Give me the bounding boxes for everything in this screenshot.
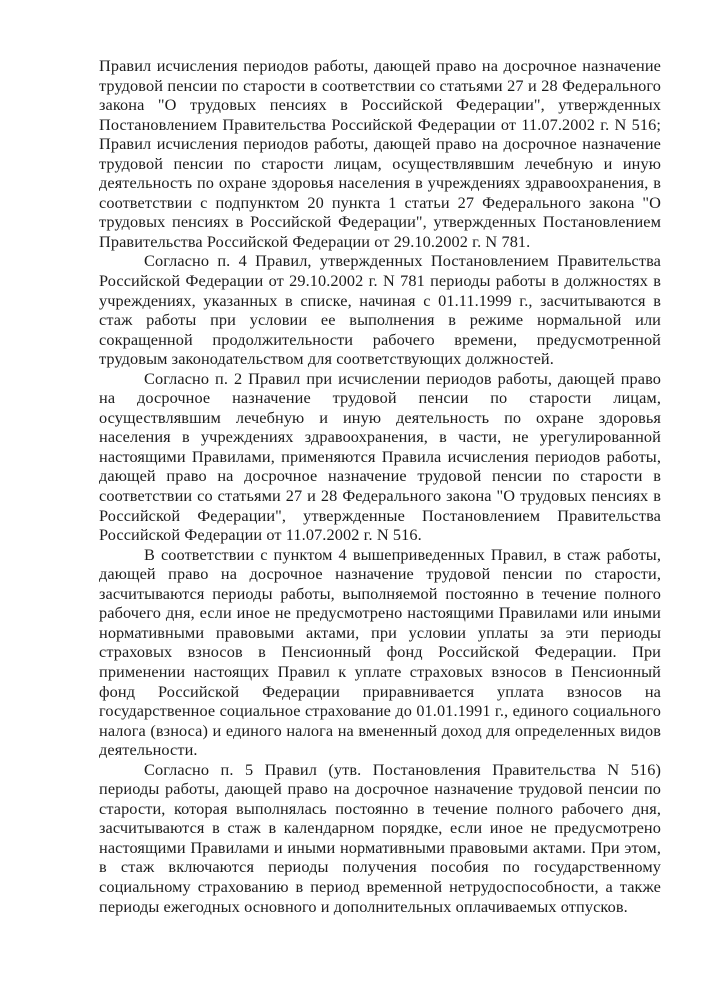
paragraph-continuation-rules-list: Правил исчисления периодов работы, дающей право на досрочное назначение трудовой пенсии по старости в соответствии со статьями 27 и 28 Федерального закона "О трудовых пенсиях в Российской Федерации", утвержденных Постановлением Правительства Российской Федерации от 11.07.2002 г. N 516; Правил исчисления периодов работы, дающей право на досрочное назначение трудовой пенсии по старости лицам, осуществлявшим лечебную и иную деятельность по охране здоровья населения в учреждениях здравоохранения, в соответствии с подпунктом 20 пункта 1 статьи 27 Федерального закона "О трудовых пенсиях в Российской Федерации", утвержденных Постановлением Правительства Российской Федерации от 29.10.2002 г. N 781.: [99, 56, 661, 251]
document-text-block: [99, 56, 661, 916]
paragraph-p2-rules: Согласно п. 2 Правил при исчислении периодов работы, дающей право на досрочное назначение трудовой пенсии по старости лицам, осуществлявшим лечебную и иную деятельность по охране здоровья населения в учреждениях здравоохранения, в части, не урегулированной настоящими Правилами, применяются Правила исчисления периодов работы, дающей право на досрочное назначение трудовой пенсии по старости в соответствии со статьями 27 и 28 Федерального закона "О трудовых пенсиях в Российской Федерации", утвержденные Постановлением Правительства Российской Федерации от 11.07.2002 г. N 516.: [99, 368, 661, 545]
paragraph-p5-rules-516: Согласно п. 5 Правил (утв. Постановления Правительства N 516) периоды работы, дающей право на досрочное назначение трудовой пенсии по старости, которая выполнялась постоянно в течение полного рабочего дня, засчитываются в стаж в календарном порядке, если иное не предусмотрено настоящими Правилами и иными нормативными правовыми актами. При этом, в стаж включаются периоды получения пособия по государственному социальному страхованию в период временной нетрудоспособности, а также периоды ежегодных основного и дополнительных оплачиваемых отпусков.: [99, 759, 661, 916]
paragraph-point4-above-rules: В соответствии с пунктом 4 вышеприведенных Правил, в стаж работы, дающей право на досрочное назначение трудовой пенсии по старости, засчитываются периоды работы, выполняемой постоянно в течение полного рабочего дня, если иное не предусмотрено настоящими Правилами или иными нормативными правовыми актами, при условии уплаты за эти периоды страховых взносов в Пенсионный фонд Российской Федерации. При применении настоящих Правил к уплате страховых взносов в Пенсионный фонд Российской Федерации приравнивается уплата взносов на государственное социальное страхование до 01.01.1991 г., единого социального налога (взноса) и единого налога на вмененный доход для определенных видов деятельности.: [99, 544, 661, 760]
paragraph-p4-rules-781: Согласно п. 4 Правил, утвержденных Постановлением Правительства Российской Федерации от 29.10.2002 г. N 781 периоды работы в должностях в учреждениях, указанных в списке, начиная с 01.11.1999 г., засчитываются в стаж работы при условии ее выполнения в режиме нормальной или сокращенной продолжительности рабочего времени, предусмотренной трудовым законодательством для соответствующих должностей.: [99, 251, 661, 369]
